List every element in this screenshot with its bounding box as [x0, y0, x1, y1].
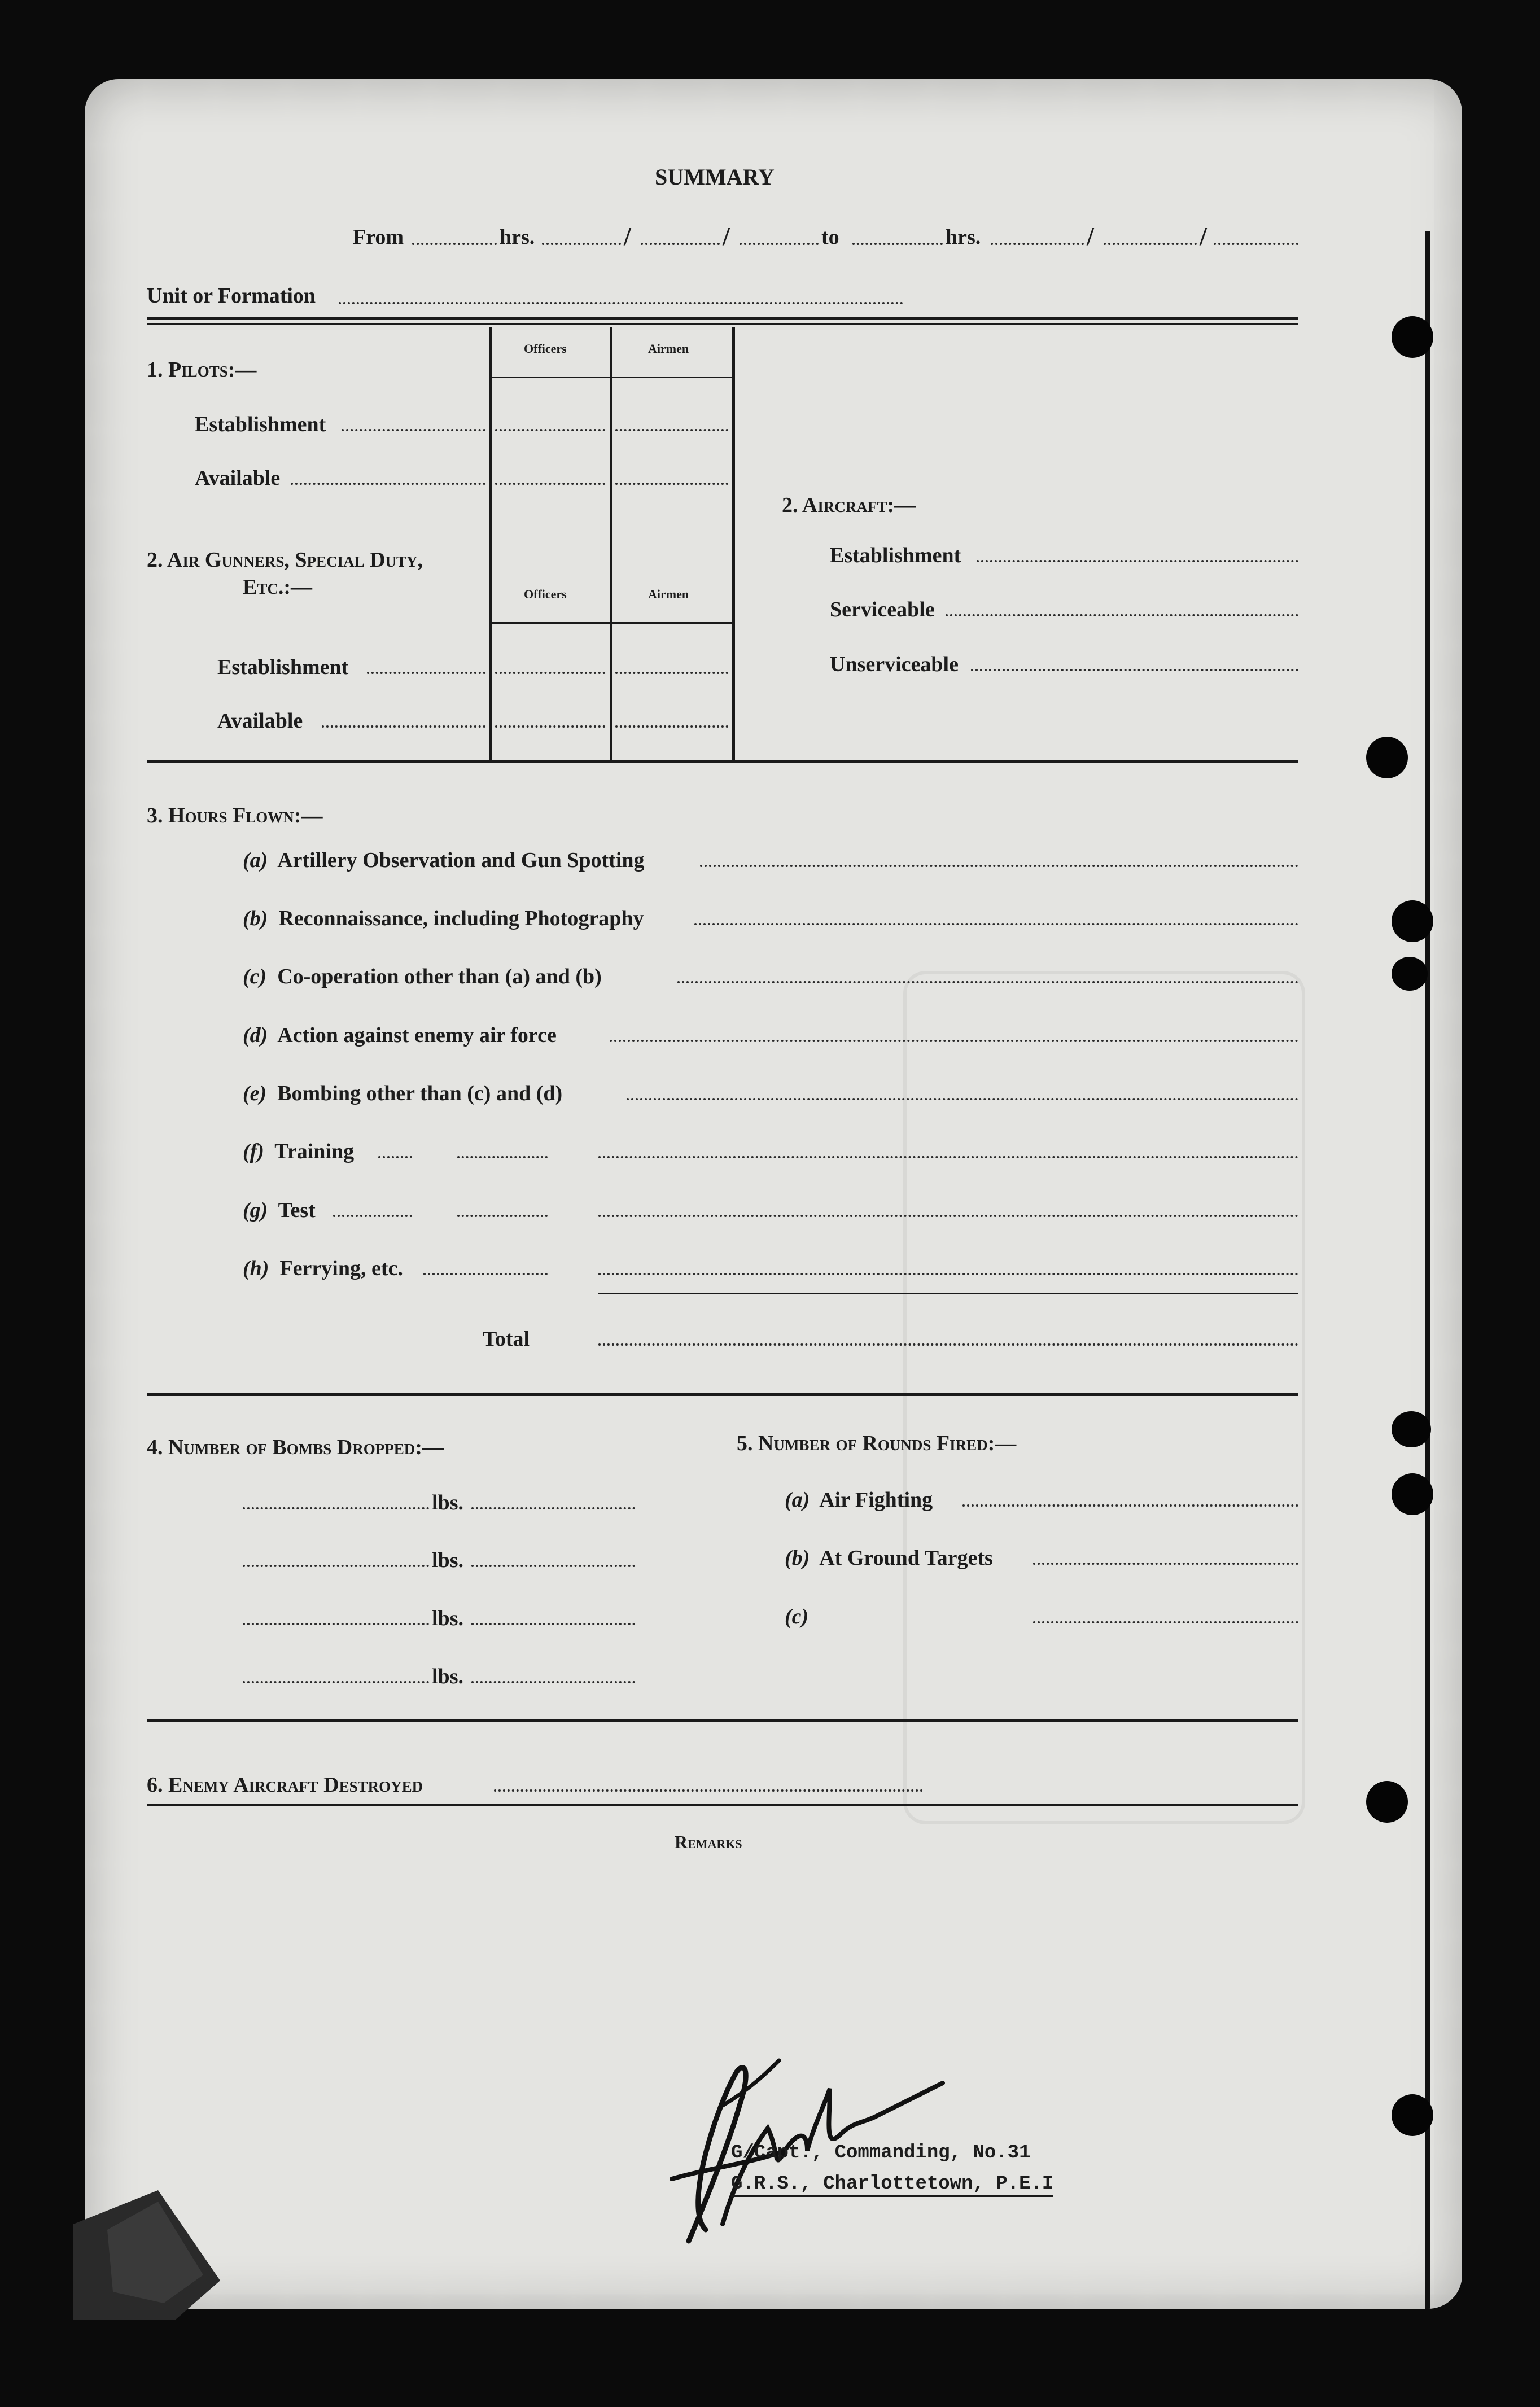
- hours-item-e-letter: (e): [243, 1082, 267, 1105]
- to-day-field[interactable]: [991, 243, 1084, 245]
- signature-line-1: G/Capt., Commanding, No.31: [731, 2142, 1031, 2164]
- pilots-establishment-dots: [342, 429, 485, 431]
- rounds-item-c-letter: (c): [785, 1605, 809, 1629]
- air-gunners-heading: 2. Air Gunners, Special Duty,: [147, 548, 423, 572]
- rule-top-2: [147, 323, 1298, 325]
- hours-item-h-label: Ferrying, etc.: [279, 1257, 403, 1280]
- rule-section-5: [147, 1804, 1298, 1806]
- hours-item-b-label: Reconnaissance, including Photography: [278, 907, 644, 930]
- from-label: From: [353, 225, 404, 249]
- hours-item-e: [243, 1081, 562, 1106]
- bombs-weight-4[interactable]: [471, 1681, 635, 1683]
- punch-hole-8: [1392, 2094, 1433, 2136]
- pilots-establishment-airmen-field[interactable]: [615, 429, 728, 431]
- hours-item-c-label: Co-operation other than (a) and (b): [277, 965, 602, 988]
- hours-a-field[interactable]: [700, 865, 1298, 867]
- rule-section-4: [147, 1719, 1298, 1722]
- hours-item-b-letter: (b): [243, 907, 268, 930]
- bombs-qty-3[interactable]: [243, 1623, 429, 1625]
- pilots-heading: 1. Pilots:—: [147, 358, 257, 382]
- pilots-available-dots: [291, 483, 485, 485]
- rounds-item-a: [785, 1487, 933, 1512]
- from-hours-field[interactable]: [412, 243, 497, 245]
- punch-hole-6: [1392, 1473, 1433, 1515]
- hours-f-sub-field[interactable]: [457, 1156, 548, 1158]
- col-airmen-1: Airmen: [648, 342, 689, 356]
- rounds-item-a-letter: (a): [785, 1488, 810, 1512]
- aircraft-establishment-field[interactable]: [977, 560, 1298, 562]
- table-divider-2: [610, 327, 613, 762]
- remarks-heading: Remarks: [675, 1832, 742, 1852]
- rule-section-2: [147, 760, 1298, 763]
- punch-hole-2: [1366, 737, 1408, 778]
- hours-item-f-letter: (f): [243, 1140, 264, 1163]
- gunners-establishment-airmen-field[interactable]: [615, 672, 728, 674]
- aircraft-unserviceable-label: Unserviceable: [830, 653, 959, 676]
- bombs-weight-2[interactable]: [471, 1565, 635, 1567]
- hrs-label-2: hrs.: [946, 225, 981, 249]
- slash-3: /: [1087, 222, 1094, 251]
- folded-corner: [73, 2190, 265, 2320]
- hours-item-f-label: Training: [274, 1140, 355, 1163]
- unit-label: Unit or Formation: [147, 284, 316, 308]
- rounds-a-field[interactable]: [963, 1504, 1298, 1507]
- pilots-available-officers-field[interactable]: [495, 483, 605, 485]
- hours-item-f: [243, 1139, 354, 1164]
- aircraft-establishment-label: Establishment: [830, 544, 961, 567]
- hours-b-field[interactable]: [694, 923, 1298, 925]
- hours-f-dots: [378, 1156, 412, 1158]
- hours-item-e-label: Bombing other than (c) and (d): [277, 1082, 563, 1105]
- bombs-heading: 4. Number of Bombs Dropped:—: [147, 1436, 444, 1459]
- unit-field[interactable]: [339, 302, 903, 304]
- hours-item-d-letter: (d): [243, 1023, 268, 1047]
- to-label: to: [821, 225, 839, 249]
- bombs-qty-2[interactable]: [243, 1565, 429, 1567]
- rounds-item-b-letter: (b): [785, 1546, 810, 1570]
- bombs-weight-1[interactable]: [471, 1507, 635, 1509]
- aircraft-serviceable-field[interactable]: [946, 614, 1298, 616]
- hours-f-field[interactable]: [598, 1156, 1298, 1158]
- punch-hole-5: [1392, 1411, 1431, 1447]
- signature-line-2: G.R.S., Charlottetown, P.E.I: [731, 2173, 1053, 2197]
- slash-2: /: [723, 222, 730, 251]
- bombs-lbs-4: lbs.: [432, 1665, 463, 1688]
- to-year-field[interactable]: [1214, 243, 1298, 245]
- bombs-qty-4[interactable]: [243, 1681, 429, 1683]
- hours-g-sub-field[interactable]: [457, 1215, 548, 1217]
- air-gunners-heading-etc: Etc.:—: [243, 575, 313, 599]
- hours-item-d: [243, 1023, 557, 1048]
- hours-flown-heading: 3. Hours Flown:—: [147, 804, 323, 828]
- from-day-field[interactable]: [542, 243, 621, 245]
- aircraft-unserviceable-field[interactable]: [971, 669, 1298, 671]
- hours-g-dots: [333, 1215, 412, 1217]
- to-month-field[interactable]: [1104, 243, 1197, 245]
- total-rule: [598, 1293, 1298, 1294]
- hours-item-d-label: Action against enemy air force: [277, 1023, 557, 1047]
- rounds-item-b: [785, 1546, 993, 1570]
- aircraft-serviceable-label: Serviceable: [830, 598, 935, 622]
- col-officers-2: Officers: [524, 587, 567, 601]
- rounds-item-c: [785, 1604, 808, 1629]
- from-month-field[interactable]: [641, 243, 720, 245]
- hours-c-field[interactable]: [677, 981, 1298, 983]
- rule-top-1: [147, 317, 1298, 320]
- gunners-available-officers-field[interactable]: [495, 725, 605, 728]
- punch-hole-1: [1392, 316, 1433, 358]
- rounds-c-field[interactable]: [1033, 1621, 1298, 1623]
- hours-item-g: [243, 1198, 316, 1223]
- punch-hole-3: [1392, 900, 1433, 942]
- slash-4: /: [1200, 222, 1207, 251]
- rounds-heading: 5. Number of Rounds Fired:—: [737, 1432, 1017, 1455]
- col-officers-1: Officers: [524, 342, 567, 356]
- gunners-establishment-label: Establishment: [217, 655, 349, 679]
- hours-item-a: [243, 848, 645, 873]
- slash-1: /: [624, 222, 631, 251]
- hours-h-field[interactable]: [598, 1273, 1298, 1275]
- enemy-aircraft-label: 6. Enemy Aircraft Destroyed: [147, 1773, 423, 1797]
- from-year-field[interactable]: [740, 243, 819, 245]
- hours-item-g-label: Test: [278, 1198, 316, 1222]
- page-title: SUMMARY: [655, 164, 775, 190]
- hours-item-a-letter: (a): [243, 848, 268, 872]
- hours-item-c-letter: (c): [243, 965, 267, 988]
- hours-e-field[interactable]: [627, 1098, 1298, 1100]
- pilots-available-label: Available: [195, 466, 281, 490]
- pilots-establishment-officers-field[interactable]: [495, 429, 605, 431]
- bombs-qty-1[interactable]: [243, 1507, 429, 1509]
- hours-item-h-letter: (h): [243, 1257, 269, 1280]
- gunners-establishment-dots: [367, 672, 485, 674]
- rounds-item-a-label: Air Fighting: [819, 1488, 933, 1512]
- gunners-available-dots: [322, 725, 485, 728]
- to-hours-field[interactable]: [852, 243, 943, 245]
- col-airmen-2: Airmen: [648, 587, 689, 601]
- total-field[interactable]: [598, 1343, 1298, 1346]
- binding-line: [1425, 231, 1430, 2309]
- enemy-aircraft-field[interactable]: [494, 1789, 923, 1792]
- pilots-establishment-label: Establishment: [195, 413, 326, 436]
- hours-item-h: [243, 1256, 403, 1281]
- bombs-lbs-2: lbs.: [432, 1548, 463, 1572]
- hours-h-sub-field[interactable]: [423, 1273, 548, 1275]
- hours-item-c: [243, 964, 602, 989]
- hours-d-field[interactable]: [610, 1040, 1298, 1042]
- table-divider-1: [489, 327, 492, 762]
- gunners-establishment-officers-field[interactable]: [495, 672, 605, 674]
- bombs-weight-3[interactable]: [471, 1623, 635, 1625]
- gunners-available-label: Available: [217, 709, 303, 733]
- hours-g-field[interactable]: [598, 1215, 1298, 1217]
- bombs-lbs-3: lbs.: [432, 1607, 463, 1630]
- rule-section-3: [147, 1393, 1298, 1396]
- rounds-item-b-label: At Ground Targets: [819, 1546, 993, 1570]
- gunners-available-airmen-field[interactable]: [615, 725, 728, 728]
- form-page: [85, 79, 1462, 2309]
- aircraft-heading: 2. Aircraft:—: [782, 493, 916, 517]
- bombs-lbs-1: lbs.: [432, 1491, 463, 1515]
- hours-item-a-label: Artillery Observation and Gun Spotting: [277, 848, 645, 872]
- hrs-label-1: hrs.: [500, 225, 535, 249]
- rounds-b-field[interactable]: [1033, 1563, 1298, 1565]
- table-header-rule-1: [489, 377, 732, 378]
- punch-hole-7: [1366, 1781, 1408, 1823]
- hours-item-g-letter: (g): [243, 1198, 268, 1222]
- total-label: Total: [483, 1327, 530, 1351]
- pilots-available-airmen-field[interactable]: [615, 483, 728, 485]
- table-divider-3: [732, 327, 735, 762]
- table-header-rule-2: [489, 622, 732, 624]
- hours-item-b: [243, 906, 644, 931]
- punch-hole-4: [1392, 957, 1428, 991]
